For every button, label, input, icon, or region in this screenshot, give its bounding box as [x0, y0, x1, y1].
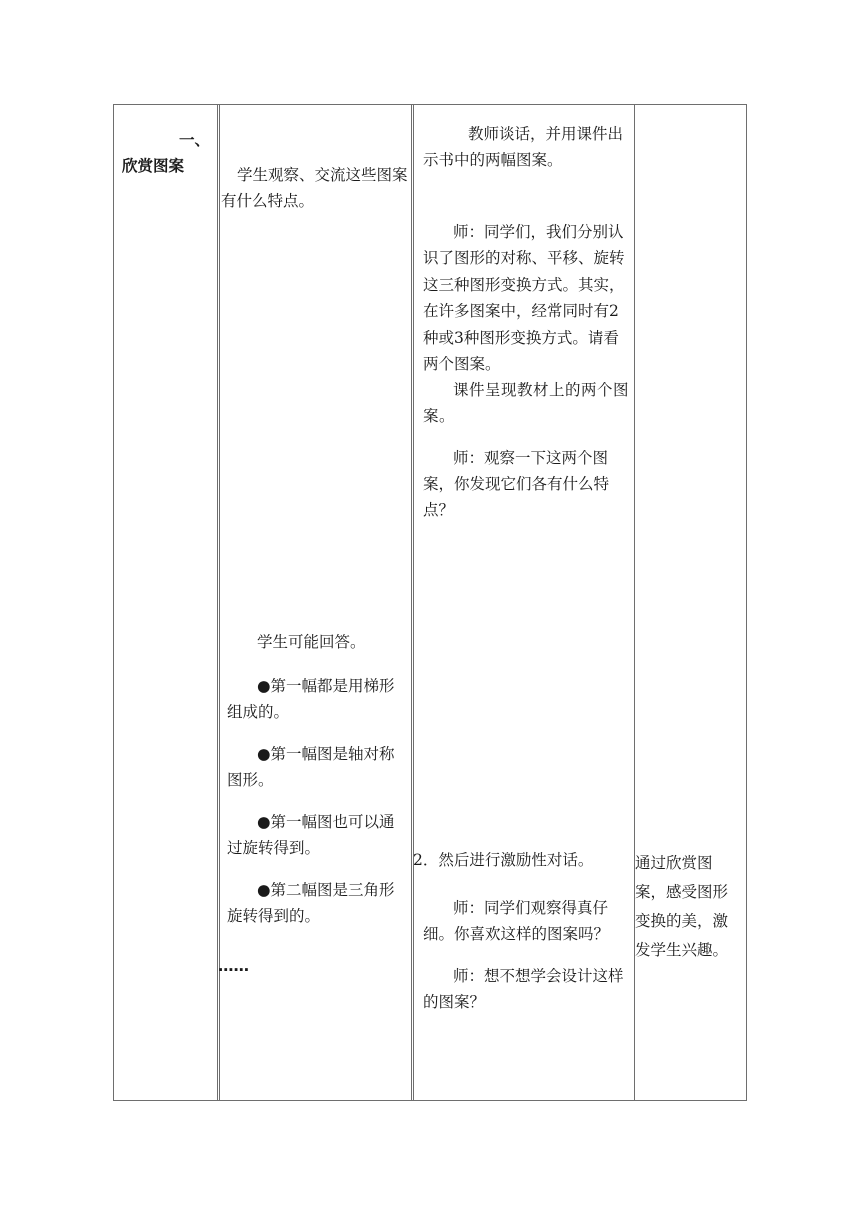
student-answer-bullet: ●第一幅图是轴对称图形。 — [227, 745, 395, 789]
student-answer-intro: 学生可能回答。 — [257, 633, 366, 651]
teacher-intro: 教师谈话，并用课件出示书中的两幅图案。 — [423, 125, 624, 169]
teacher-design: 师：想不想学会设计这样的图案？ — [423, 967, 624, 1011]
teacher-question: 师：观察一下这两个图案，你发现它们各有什么特点？ — [423, 449, 610, 519]
student-answer-bullet: ●第二幅图是三角形旋转得到的。 — [227, 881, 395, 925]
teacher-talk: 师：同学们，我们分别认识了图形的对称、平移、旋转这三种图形变换方式。其实，在许多图案中，经常同时有2种或3种图形变换方式。请看两个图案。 — [423, 223, 625, 374]
student-answer-bullet: ●第一幅图也可以通过旋转得到。 — [227, 813, 395, 857]
column-divider — [219, 105, 220, 1100]
section-title: 欣赏图案 — [122, 157, 185, 175]
lesson-table — [113, 104, 747, 1101]
column-divider — [413, 105, 414, 1100]
student-observe: 学生观察、交流这些图案有什么特点。 — [221, 166, 408, 210]
section-title-cell — [122, 127, 214, 179]
teacher-present: 课件呈现教材上的两个图案。 — [423, 381, 630, 425]
column-divider — [411, 105, 412, 1100]
design-intent: 通过欣赏图案，感受图形变换的美，激发学生兴趣。 — [635, 854, 729, 959]
teacher-step: 2．然后进行激励性对话。 — [413, 851, 594, 869]
answer-ellipsis: …… — [218, 957, 249, 975]
column-divider — [217, 105, 218, 1100]
student-answer-bullet: ●第一幅都是用梯形组成的。 — [227, 677, 395, 721]
section-number: 一、 — [178, 131, 210, 149]
teacher-praise: 师：同学们观察得真仔细。你喜欢这样的图案吗？ — [423, 899, 610, 943]
